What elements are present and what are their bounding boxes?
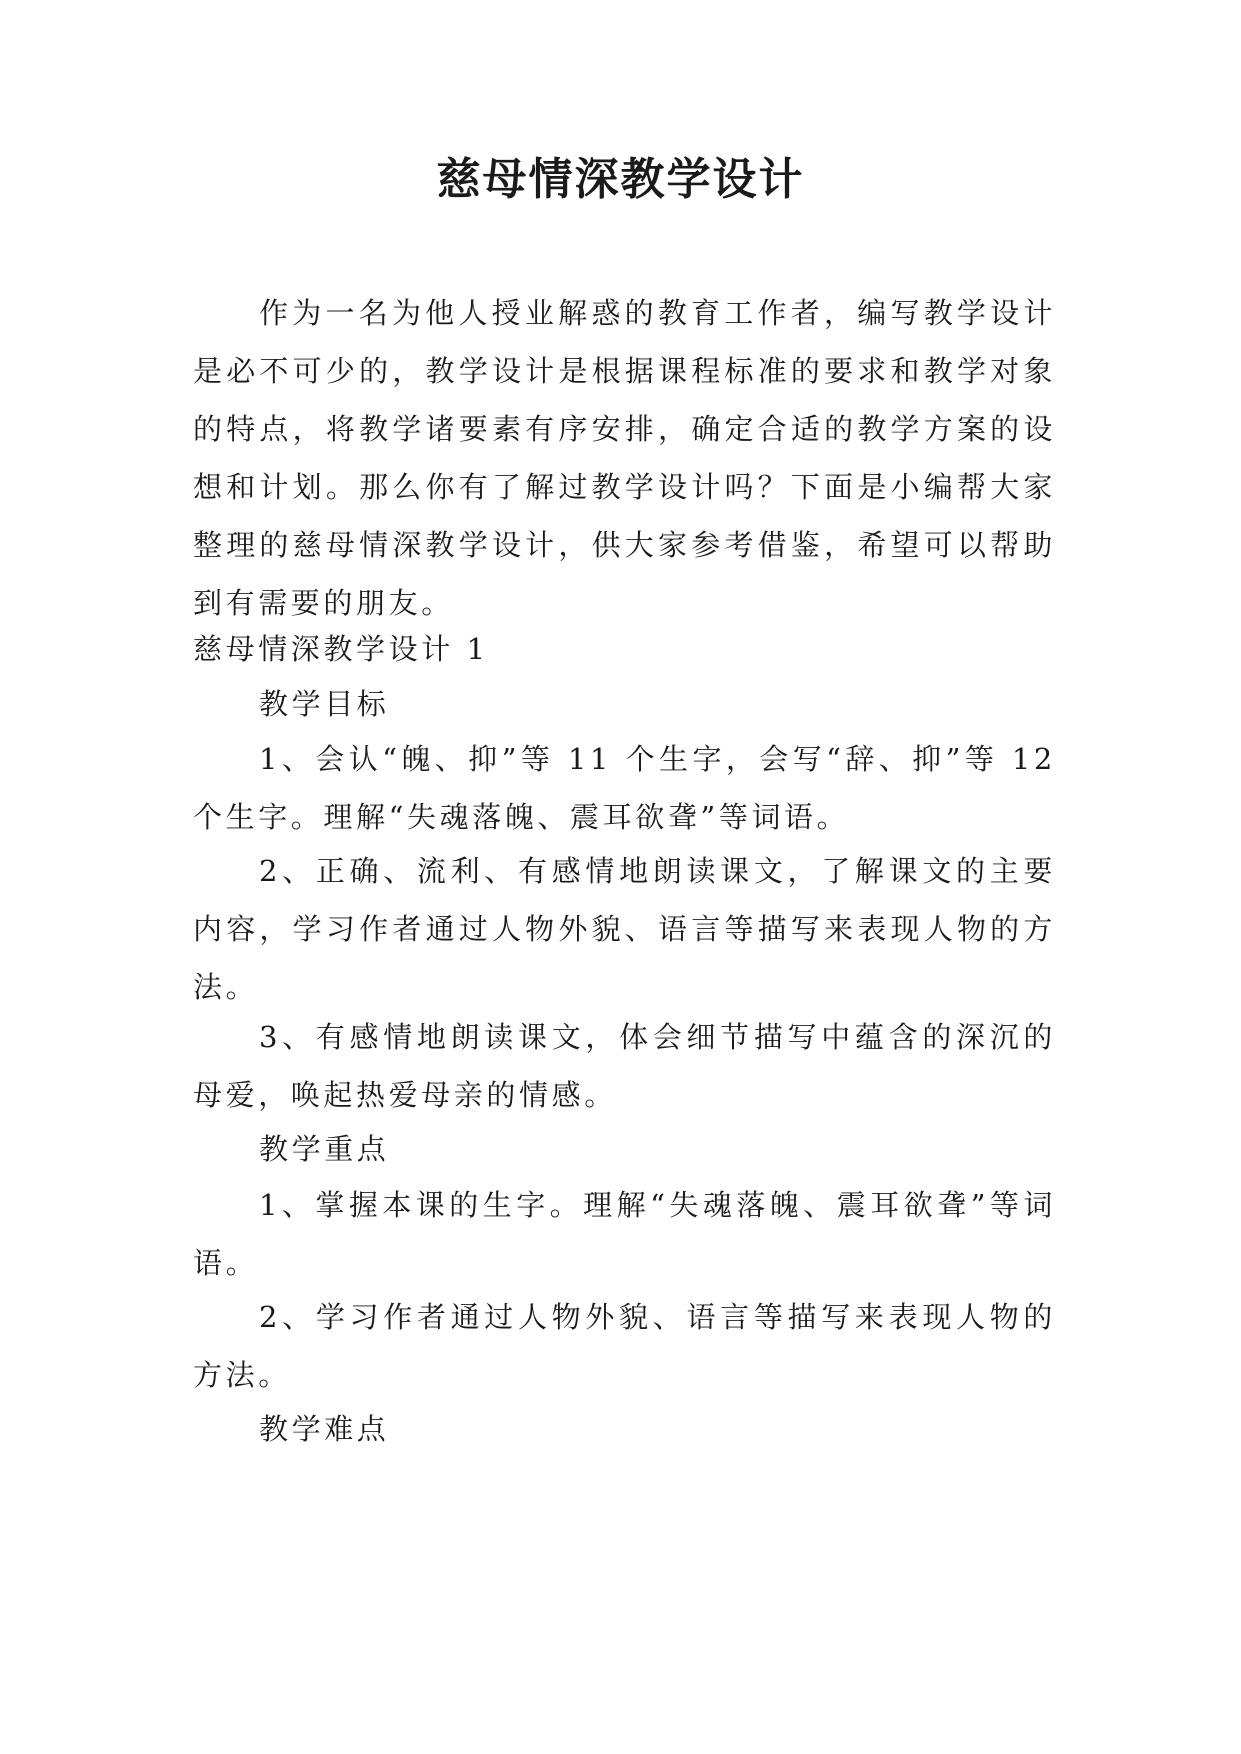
key-point-item-2: 2、学习作者通过人物外貌、语言等描写来表现人物的方法。: [193, 1300, 1056, 1392]
intro-paragraph: 作为一名为他人授业解惑的教育工作者，编写教学设计是必不可少的，教学设计是根据课程标准的要求和教学对象的特点，将教学诸要素有序安排，确定合适的教学方案的设想和计划。那么你有了解过教学设计吗？下面是小编帮大家整理的慈母情深教学设计，供大家参考借鉴，希望可以帮助到有需要的朋友。: [193, 296, 1056, 620]
key-points-heading: 教学重点: [259, 1132, 390, 1166]
key-point-item-1: 1、掌握本课的生字。理解“失魂落魄、震耳欲聋”等词语。: [193, 1188, 1056, 1280]
document-title: 慈母情深教学设计: [436, 154, 805, 205]
goals-heading: 教学目标: [259, 687, 390, 721]
difficulties-heading: 教学难点: [259, 1412, 390, 1446]
goal-item-3: 3、有感情地朗读课文，体会细节描写中蕴含的深沉的母爱，唤起热爱母亲的情感。: [193, 1020, 1056, 1112]
section-heading: 慈母情深教学设计 1: [193, 632, 489, 666]
goal-item-2: 2、正确、流利、有感情地朗读课文，了解课文的主要内容，学习作者通过人物外貌、语言等描写来表现人物的方法。: [193, 854, 1056, 1004]
goal-item-1: 1、会认“魄、抑”等 11 个生字，会写“辞、抑”等 12 个生字。理解“失魂落魄、震耳欲聋”等词语。: [193, 742, 1056, 834]
